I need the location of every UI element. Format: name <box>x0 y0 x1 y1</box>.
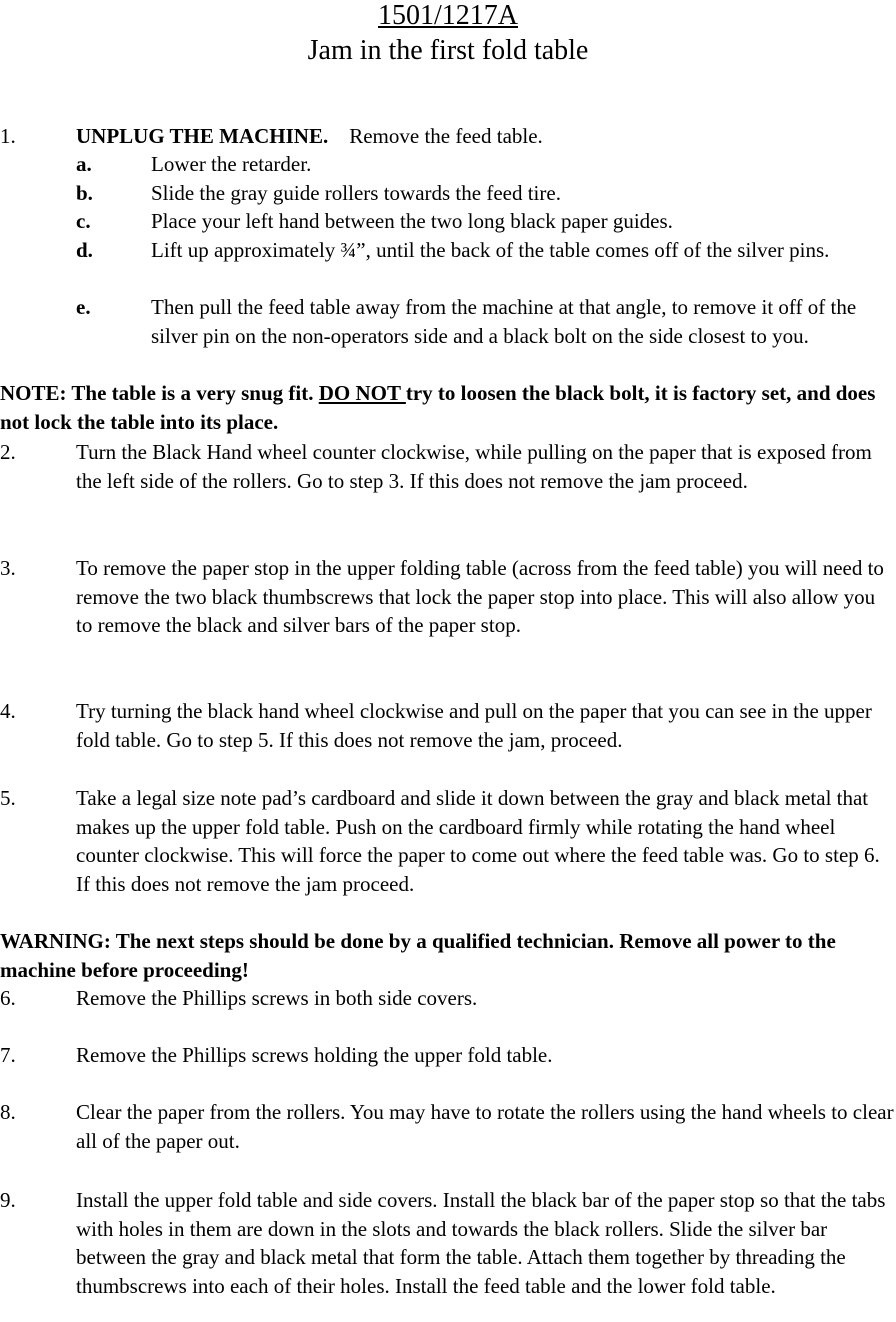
substep-d <box>76 236 896 265</box>
step-1 <box>0 122 896 151</box>
note <box>0 379 890 436</box>
document-id: 1501/1217A <box>378 0 518 31</box>
substep-b <box>76 179 896 208</box>
substep-a <box>76 150 896 179</box>
step-4 <box>0 697 896 754</box>
note-prefix: NOTE: The table is a very snug fit. <box>0 381 319 405</box>
step-text: Install the upper fold table and side covers. Install the black bar of the paper stop so that the tabs with holes in them are down in the slots and towards the black rollers. Slide the silver bar between the gray and black metal that form the table. Attach them together by threading the thumbscrews into each of their holes. Install the feed table and the lower fold table. <box>76 1188 886 1298</box>
substep-text: Lift up approximately ¾”, until the back of the table comes off of the silver pins. <box>151 238 830 262</box>
step-7 <box>0 1041 896 1070</box>
step-text: Remove the Phillips screws holding the upper fold table. <box>76 1043 553 1067</box>
note-suffix: try to loosen the black bolt, it is factory set, and does not lock the table into its place. <box>0 381 876 434</box>
document-title: Jam in the first fold table <box>307 35 589 66</box>
step-text: Remove the Phillips screws in both side covers. <box>76 986 478 1010</box>
substep-text: Place your left hand between the two long black paper guides. <box>151 209 673 233</box>
substep-letter: e. <box>76 295 91 319</box>
note-emphasis: DO NOT <box>318 381 406 405</box>
step-number: 6. <box>0 986 16 1010</box>
substep-letter: c. <box>76 209 91 233</box>
step-8 <box>0 1098 896 1155</box>
substep-text: Then pull the feed table away from the machine at that angle, to remove it off of the silver pin on the non-operators side and a black bolt on the side closest to you. <box>151 295 857 348</box>
step-2 <box>0 438 896 495</box>
substep-c <box>76 207 896 236</box>
step-number: 9. <box>0 1188 16 1212</box>
step-1-lead: UNPLUG THE MACHINE. <box>76 124 329 148</box>
substep-text: Lower the retarder. <box>151 152 312 176</box>
step-number: 4. <box>0 699 16 723</box>
step-3 <box>0 554 896 640</box>
step-6 <box>0 984 896 1013</box>
step-text: Clear the paper from the rollers. You may have to rotate the rollers using the hand wheels to clear all of the paper out. <box>76 1100 894 1153</box>
step-text: Take a legal size note pad’s cardboard and slide it down between the gray and black metal that makes up the upper fold table. Push on the cardboard firmly while rotating the hand wheel counter clockwise. This will force the paper to come out where the feed table was. Go to step 6. If this does not remove the jam proceed. <box>76 786 880 896</box>
step-number: 2. <box>0 440 16 464</box>
step-number: 5. <box>0 786 16 810</box>
step-number: 1. <box>0 124 16 148</box>
substep-text: Slide the gray guide rollers towards the feed tire. <box>151 181 561 205</box>
step-5 <box>0 784 896 898</box>
substep-letter: d. <box>76 238 93 262</box>
step-number: 8. <box>0 1100 16 1124</box>
step-number: 7. <box>0 1043 16 1067</box>
step-number: 3. <box>0 556 16 580</box>
step-text: Try turning the black hand wheel clockwise and pull on the paper that you can see in the upper fold table. Go to step 5. If this does not remove the jam, proceed. <box>76 699 872 752</box>
step-text: Turn the Black Hand wheel counter clockwise, while pulling on the paper that is exposed from the left side of the rollers. Go to step 3. If this does not remove the jam proceed. <box>76 440 872 493</box>
step-9 <box>0 1186 896 1300</box>
substep-e <box>76 293 896 350</box>
substep-letter: b. <box>76 181 93 205</box>
step-1-text: Remove the feed table. <box>349 124 543 148</box>
substep-letter: a. <box>76 152 92 176</box>
warning: WARNING: The next steps should be done by a qualified technician. Remove all power to the machine before proceeding! <box>0 929 836 982</box>
step-text: To remove the paper stop in the upper folding table (across from the feed table) you will need to remove the two black thumbscrews that lock the paper stop into place. This will also allow you to remove the black and silver bars of the paper stop. <box>76 556 884 637</box>
